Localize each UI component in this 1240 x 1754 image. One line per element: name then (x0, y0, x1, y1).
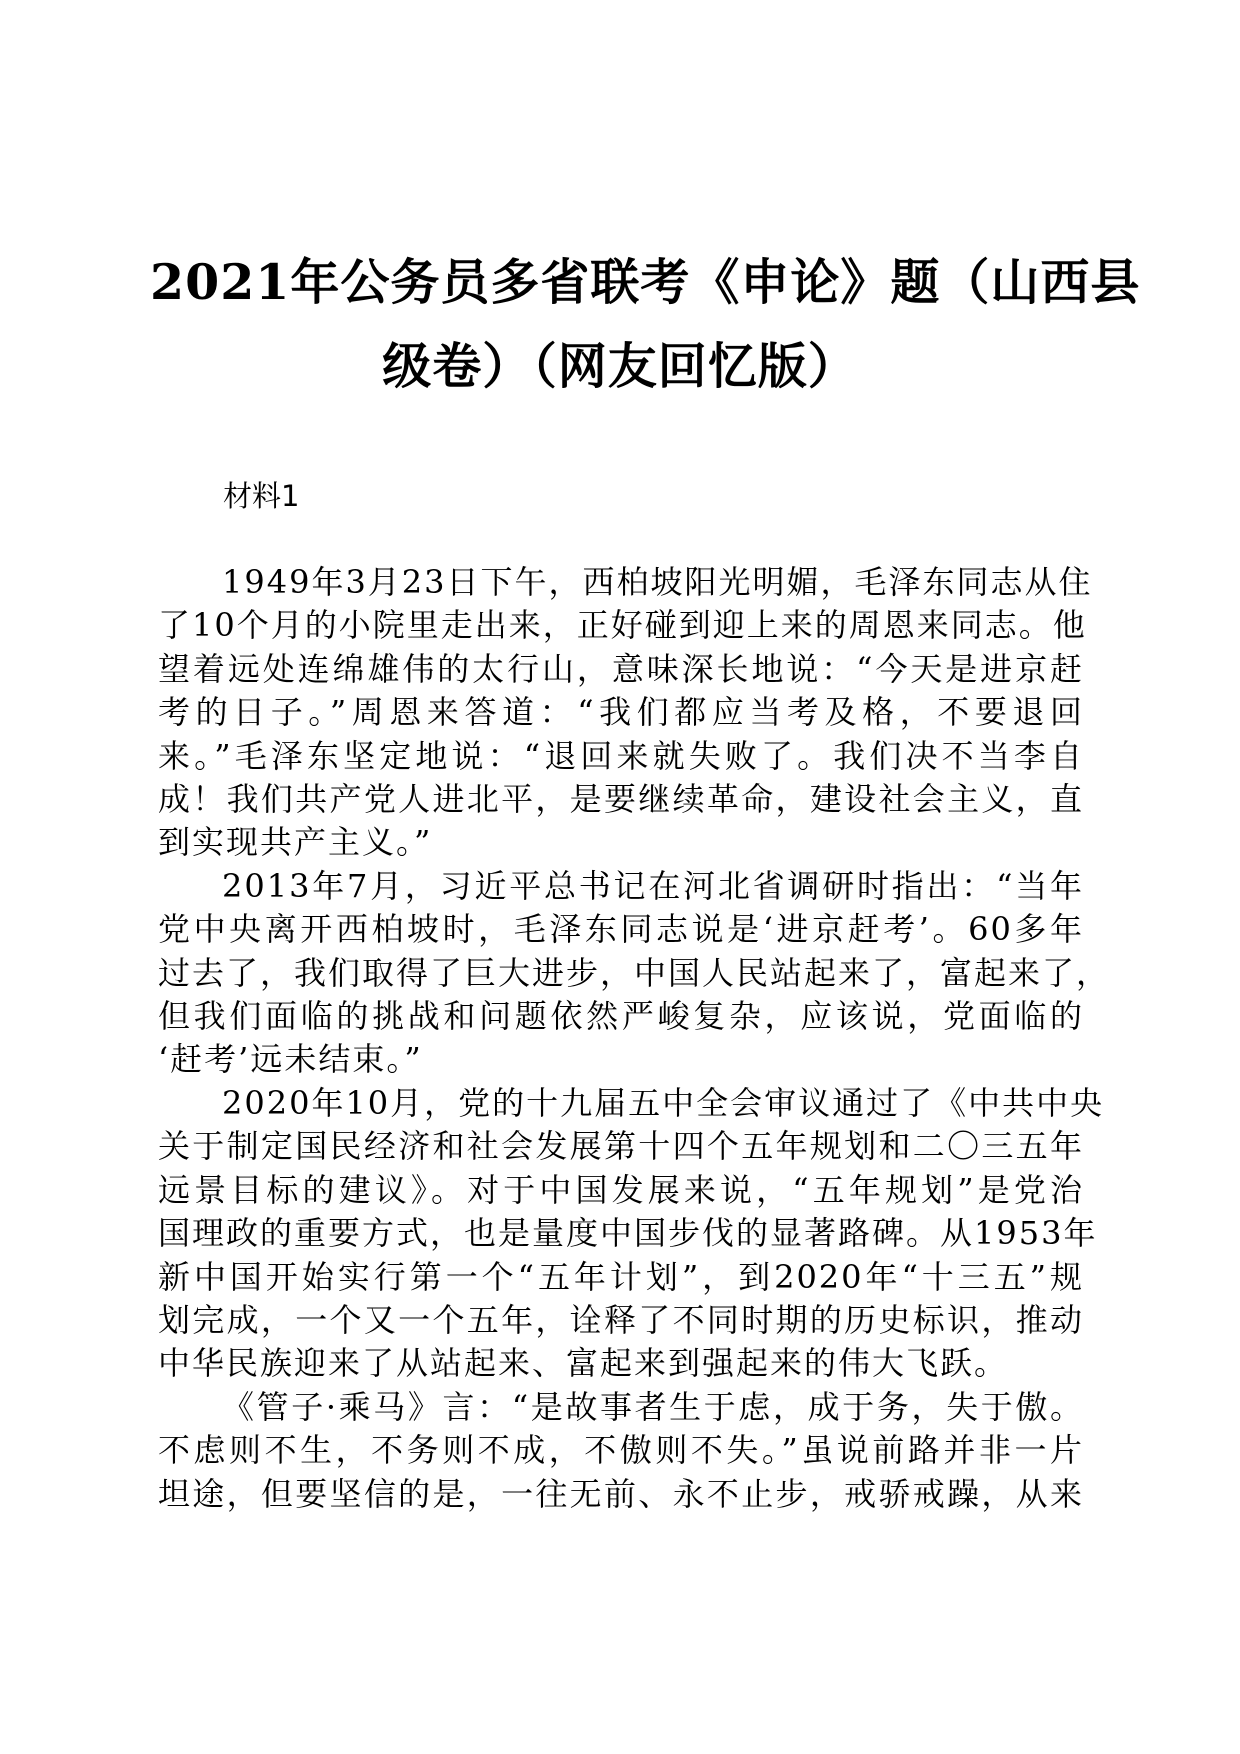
text-line: 不虑则不生，不务则不成，不傲则不失。”虽说前路并非一片 (158, 1431, 1084, 1470)
text-line: 2020年10月，党的十九届五中全会审议通过了《中共中央 (222, 1083, 1105, 1122)
paragraph-4 (158, 1386, 1084, 1516)
text-line: 来。”毛泽东坚定地说：“退回来就失败了。我们决不当李自 (158, 736, 1084, 775)
text-line: 新中国开始实行第一个“五年计划”，到2020年“十三五”规 (158, 1257, 1084, 1296)
text-line: 1949年3月23日下午，西柏坡阳光明媚，毛泽东同志从住 (222, 563, 1093, 601)
text-line: 到实现共产主义。” (158, 823, 433, 862)
paragraph-1 (158, 561, 1093, 865)
title-line-1: 2021年公务员多省联考《申论》题（山西县 (150, 253, 1141, 311)
text-line: 远景目标的建议》。对于中国发展来说，“五年规划”是党治 (158, 1170, 1084, 1209)
text-line: 关于制定国民经济和社会发展第十四个五年规划和二〇三五年 (158, 1127, 1084, 1166)
text-line: 考的日子。”周恩来答道：“我们都应当考及格，不要退回 (158, 693, 1084, 732)
text-line: 望着远处连绵雄伟的太行山，意味深长地说：“今天是进京赶 (158, 649, 1084, 688)
text-line: ‘赶考’远未结束。” (158, 1040, 423, 1079)
text-line: 过去了，我们取得了巨大进步，中国人民站起来了，富起来了， (158, 953, 1111, 992)
text-line: 《管子·乘马》言：“是故事者生于虑，成于务，失于傲。 (222, 1387, 1084, 1426)
section-label: 材料1 (223, 479, 300, 513)
text-line: 坦途，但要坚信的是，一往无前、永不止步，戒骄戒躁，从来 (158, 1474, 1084, 1513)
text-line: 中华民族迎来了从站起来、富起来到强起来的伟大飞跃。 (158, 1344, 1009, 1383)
text-line: 国理政的重要方式，也是量度中国步伐的显著路碑。从1953年 (158, 1214, 1098, 1253)
text-line: 划完成，一个又一个五年，诠释了不同时期的历史标识，推动 (158, 1300, 1084, 1339)
paragraph-3 (158, 1082, 1105, 1386)
text-line: 但我们面临的挑战和问题依然严峻复杂，应该说，党面临的 (158, 997, 1084, 1036)
text-line: 2013年7月，习近平总书记在河北省调研时指出：“当年 (222, 866, 1084, 905)
text-line: 了10个月的小院里走出来，正好碰到迎上来的周恩来同志。他 (158, 606, 1087, 645)
text-line: 党中央离开西柏坡时，毛泽东同志说是‘进京赶考’。60多年 (158, 910, 1084, 949)
body-text (158, 561, 1111, 1516)
paragraph-2 (158, 865, 1111, 1082)
text-line: 成！我们共产党人进北平，是要继续革命，建设社会主义，直 (158, 780, 1084, 819)
title-line-2: 级卷）（网友回忆版） (382, 337, 858, 395)
document-title (150, 240, 1141, 408)
